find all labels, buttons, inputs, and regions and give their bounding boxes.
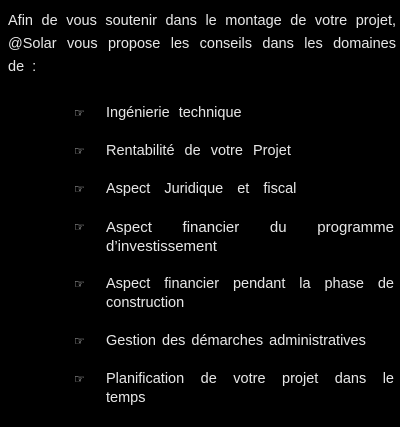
pointing-hand-icon: ☞ [74,144,85,158]
pointing-hand-icon: ☞ [74,182,85,196]
pointing-hand-icon: ☞ [74,277,85,291]
pointing-hand-icon: ☞ [74,220,85,234]
list-item-label: Rentabilité de votre Projet [106,143,291,159]
pointing-hand-icon: ☞ [74,372,85,386]
list-item-label: Aspect Juridique et fiscal [106,181,297,197]
list-item [74,104,394,123]
list-item [74,370,394,408]
pointing-hand-icon: ☞ [74,334,85,348]
list-item-label: Gestion des démarches administratives [106,333,366,349]
list-item [74,180,394,199]
list-item-label: Planification de votre projet dans le temps [106,371,394,406]
list-item-label: Aspect financier du programme d’investissement [106,219,394,255]
list-item [74,275,394,313]
advice-list [74,104,394,427]
intro-paragraph: Afin de vous soutenir dans le montage de votre projet, @Solar vous propose les conseils dans les domaines de : [8,13,396,75]
list-item [74,218,394,256]
list-item [74,142,394,161]
pointing-hand-icon: ☞ [74,106,85,120]
list-item [74,332,394,351]
list-item-label: Aspect financier pendant la phase de construction [106,276,394,311]
list-item-label: Ingénierie technique [106,105,242,121]
